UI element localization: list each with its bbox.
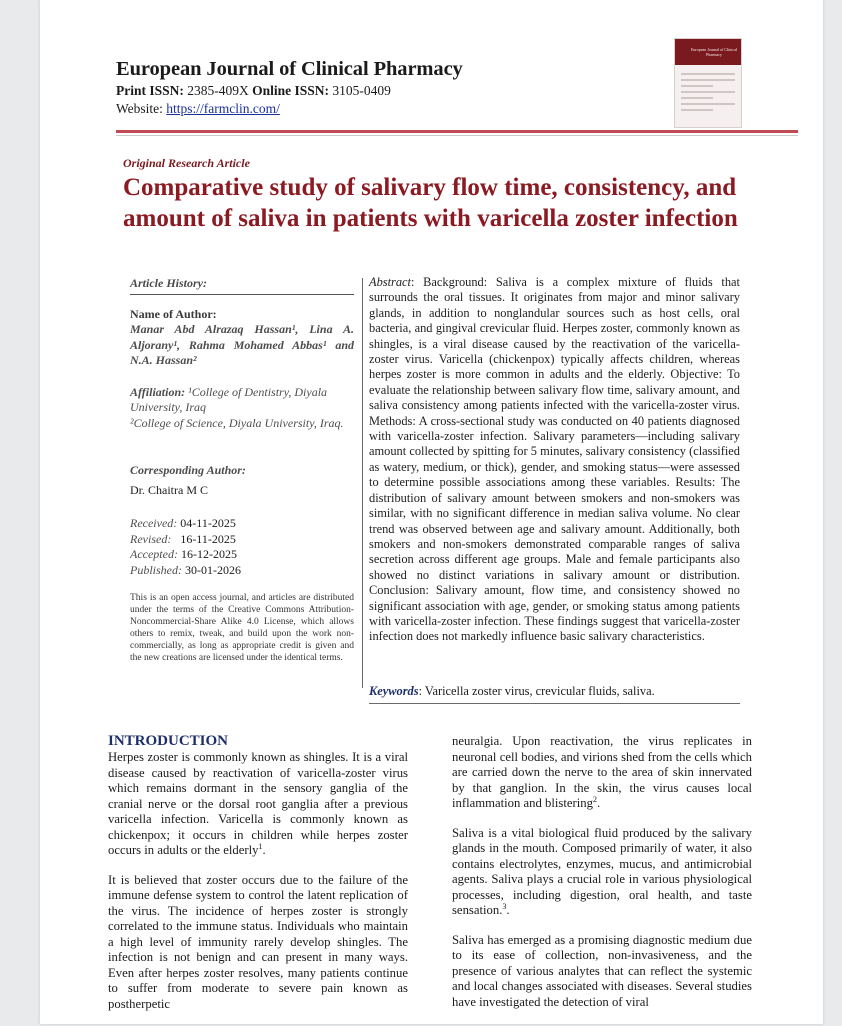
keywords-label: Keywords [369,684,419,698]
article-title: Comparative study of salivary flow time, consistency, and amount of saliva in patients with varicella zoster infection [123,174,738,232]
website-line [116,101,280,117]
received-date-row: Received: 04-11-2025 [130,516,236,530]
accepted-date: 16-12-2025 [180,547,237,561]
published-date-row: Published: 30-01-2026 [130,562,241,577]
affiliation-block [130,385,354,416]
cover-text-lines [681,73,735,115]
corresponding-label: Corresponding Author: [130,463,246,477]
revised-date-row: Revised: 16-11-2025 [130,531,236,546]
published-date: 30-01-2026 [185,562,241,577]
journal-title: European Journal of Clinical Pharmacy [116,58,463,80]
revised-label: Revised [130,531,168,546]
intro-paragraph-1: Herpes zoster is commonly known as shingles. It is a viral disease caused by reactivation of varicella-zoster virus which remains dormant in the sensory ganglia of the cranial nerve or the dorsal root ganglia after a previous varicella infection. Varicella is commonly known as chickenpox; it occurs in children while herpes zoster occurs in adults or the elderly$^1$. [108,750,408,857]
author-list: Manar Abd Alrazaq Hassan¹, Lina A. Aljorany¹, Rahma Mohamed Abbas¹ and N.A. Hassan² [130,322,354,367]
citation-2: 2 [592,794,597,804]
website-label: Website: [116,101,163,116]
citation-3: 3 [502,901,507,911]
keywords-text: : Varicella zoster virus, crevicular fluids, saliva. [418,684,655,698]
abstract-text: : Background: Saliva is a complex mixture of fluids that surrounds the oral tissues. It originates from major and minor salivary glands, in addition to nonglandular sources such as host cells, oral bacteria, and gingival crevicular fluid. Herpes zoster, commonly known as shingles, is a viral disease caused by the reactivation of the varicella-zoster virus. Varicella (chickenpox) typically affects children, whereas herpes zoster is more common in adults and the elderly. Objective: To evaluate the relationship between salivary flow time, salivary amount, and saliva consistency among patients infected with the varicella-zoster virus. Methods: A cross-sectional study was conducted on 40 patients diagnosed with varicella-zoster infection. Salivary parameters—including salivary amount collected by spitting for 5 minutes, salivary consistency (classified as watery, medium, or thick), gender, and smoking status—were assessed to determine possible associations among these variables. Results: The distribution of salivary amount between smokers and non-smokers was similar, with no significant difference in median saliva volume. No clear trend was observed between age and salivary amount. Additionally, both smokers and non-smokers demonstrated comparable ranges of saliva secretion across different age groups. Male and female participants also showed no distinct variations in salivary amount or distribution. Conclusion: Salivary amount, flow time, and consistency showed no significant association with age, gender, or smoking status among patients with varicella-zoster infection. These findings suggest that varicella-zoster infection does not markedly influence basic salivary characteristics. [369,275,740,644]
article-type: Original Research Article [123,156,250,170]
intro-paragraph-3: neuralgia. Upon reactivation, the virus replicates in neuronal cell bodies, and virions shed from the cells which are carried down the nerve to the area of skin innervated by that ganglion. In the skin, the virus causes local inflammation and blistering$^2$. [452,734,752,810]
corresponding-name: Dr. Chaitra M C [130,482,208,497]
article-page [40,0,823,1024]
issn-line [116,83,391,99]
online-issn: 3105-0409 [332,83,391,98]
intro-paragraph-4: Saliva is a vital biological fluid produced by the salivary glands in the mouth. Composed primarily of water, it also contains electrolytes, enzymes, mucus, and antimicrobial agents. Saliva plays a crucial role in various physiological processes, including digestion, oral health, and taste sensation.$^3$. [452,825,752,917]
received-date: 04-11-2025 [180,516,236,530]
revised-date: 16-11-2025 [180,531,236,546]
intro-paragraph-2: It is believed that zoster occurs due to the failure of the immune defense system to control the latent replication of the virus. The incidence of herpes zoster is strongly correlated to the immune status. Individuals who maintain a high level of immunity rarely develop shingles. The infection is not benign and can present in many ways. Even after herpes zoster resolves, many patients continue to suffer from moderate to severe pain known as postherpetic [108,872,408,1011]
print-issn: 2385-409X [187,83,249,98]
intro-paragraph-5: Saliva has emerged as a promising diagnostic medium due to its ease of collection, non-invasiveness, and the presence of various analytes that can reflect the systemic and local changes associated with diseases. Several studies have investigated the detection of viral [452,932,752,1009]
introduction-heading: INTRODUCTION [108,733,229,749]
keywords-line [369,684,655,699]
online-issn-label: Online ISSN: [252,83,330,98]
citation-1: 1 [258,841,263,851]
website-link[interactable]: https://farmclin.com/ [166,101,280,116]
article-history-label: Article History: [130,276,354,295]
article-history-column [130,276,354,664]
published-label: Published [130,562,178,577]
header-rule-red [116,130,798,133]
intro-column-left [108,750,408,1026]
abstract-label: Abstract [369,275,411,289]
license-notice: This is an open access journal, and articles are distributed under the terms of the Creative Commons Attribution-Noncommercial-Share Alike 4.0 License, which allows others to remix, tweak, and build upon the work non-commercially, as long as appropriate credit is given and the new creations are licensed under the identical terms. [130,593,354,663]
abstract [369,275,740,645]
author-label: Name of Author: [130,306,217,321]
journal-cover-thumbnail [674,38,742,128]
intro-column-right [452,734,752,1024]
print-issn-label: Print ISSN: [116,83,184,98]
cover-title: European Journal of Clinical Pharmacy [690,47,738,57]
received-label: Received [130,516,174,530]
accepted-date-row: Accepted: 16-12-2025 [130,547,237,561]
abstract-bottom-rule [369,703,740,704]
affiliation-1: ¹College of Dentistry, Diyala University, Iraq [130,384,328,414]
affiliation-label: Affiliation: [130,384,186,399]
accepted-label: Accepted [130,547,174,561]
column-divider [362,278,363,688]
affiliation-2: ²College of Science, Diyala University, Iraq. [130,415,344,430]
header-rule-gray [116,135,798,136]
